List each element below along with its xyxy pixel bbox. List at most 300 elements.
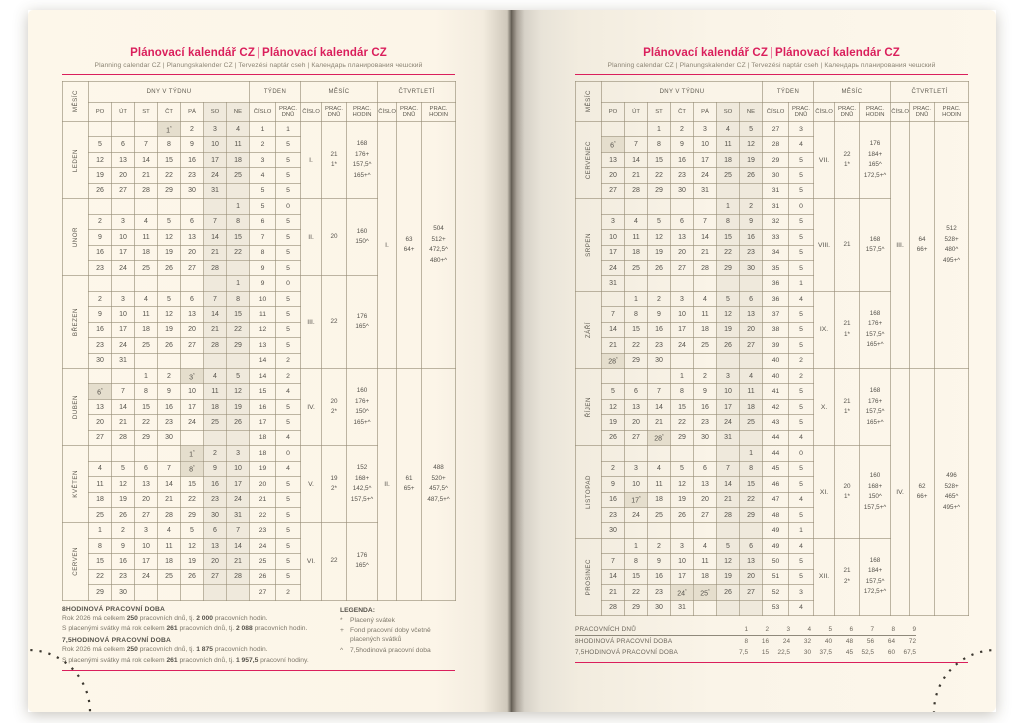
day-cell: 24 <box>671 338 694 353</box>
conversion-row <box>575 647 916 658</box>
day-cell: 13 <box>740 554 763 569</box>
day-cell <box>204 199 227 214</box>
col-header-day: ČT <box>671 103 694 122</box>
month-number-cell: I. <box>301 122 322 199</box>
day-cell: 15 <box>135 399 158 414</box>
day-cell: 18 <box>227 152 250 167</box>
week-number-cell: 31 <box>763 183 789 198</box>
day-cell: 19 <box>717 322 740 337</box>
day-cell: 17 <box>135 554 158 569</box>
day-cell: 14 <box>694 230 717 245</box>
day-cell <box>625 122 648 137</box>
month-name-cell: ŘÍJEN <box>576 369 602 446</box>
day-cell: 8 <box>625 554 648 569</box>
day-cell: 3 <box>112 214 135 229</box>
month-hours-cell: 176 165^ <box>347 523 378 600</box>
page-subtitle: Planning calendar CZ | Planungskalender CZ | Tervezési naptár cseh | Календарь планирования чешский <box>94 62 423 69</box>
day-cell: 19 <box>717 569 740 584</box>
day-cell <box>740 430 763 445</box>
day-cell: 29 <box>717 260 740 275</box>
day-cell: 1 <box>135 369 158 384</box>
day-cell: 4 <box>694 291 717 306</box>
conversion-value: 7 <box>853 624 874 636</box>
day-cell: 30 <box>204 507 227 522</box>
day-cell: 8 <box>717 214 740 229</box>
week-number-cell: 21 <box>250 492 276 507</box>
day-cell: 9 <box>89 230 112 245</box>
week-number-cell: 20 <box>250 477 276 492</box>
day-cell <box>135 585 158 600</box>
planning-table-right-wrap <box>575 81 968 616</box>
day-cell: 12 <box>158 307 181 322</box>
week-workdays-cell: 5 <box>789 152 814 167</box>
day-cell: 28 <box>204 260 227 275</box>
day-cell <box>602 446 625 461</box>
quarter-workdays-cell: 61 65+ <box>397 369 422 601</box>
week-workdays-cell: 0 <box>276 199 301 214</box>
col-header-cislo: ČÍSLO <box>301 103 322 122</box>
day-cell <box>89 199 112 214</box>
day-cell: 28 <box>112 430 135 445</box>
legend-symbol: * <box>340 616 343 624</box>
week-workdays-cell: 3 <box>789 122 814 137</box>
week-number-cell: 9 <box>250 276 276 291</box>
day-cell: 28 <box>625 183 648 198</box>
day-cell: 13 <box>602 152 625 167</box>
day-cell: 31 <box>204 183 227 198</box>
day-cell: 3* <box>181 369 204 384</box>
week-number-cell: 26 <box>250 569 276 584</box>
conversion-value: 72 <box>908 638 916 645</box>
week-number-cell: 31 <box>763 199 789 214</box>
day-cell: 4 <box>135 214 158 229</box>
day-cell: 14 <box>227 538 250 553</box>
day-cell: 9 <box>158 384 181 399</box>
day-cell: 15 <box>89 554 112 569</box>
day-cell <box>181 585 204 600</box>
day-cell: 3 <box>602 214 625 229</box>
day-cell <box>181 430 204 445</box>
day-cell: 19 <box>740 152 763 167</box>
conversion-value: 67,5 <box>903 649 916 656</box>
day-cell: 19 <box>89 168 112 183</box>
right-page <box>512 10 996 712</box>
summary-line: Rok 2026 má celkem 250 pracovních dnů, tj. 1 875 pracovních hodin. <box>62 646 268 653</box>
week-workdays-cell: 4 <box>789 600 814 615</box>
month-name-cell: LISTOPAD <box>576 446 602 539</box>
day-cell <box>112 369 135 384</box>
month-hours-cell: 168 176+ 157,5^ 165+^ <box>347 122 378 199</box>
day-cell: 23 <box>112 569 135 584</box>
day-cell: 23 <box>602 507 625 522</box>
conversion-value: 56 <box>866 638 874 645</box>
day-cell: 18 <box>204 399 227 414</box>
week-workdays-cell: 5 <box>789 554 814 569</box>
day-cell: 9 <box>112 538 135 553</box>
week-workdays-cell: 5 <box>276 477 301 492</box>
day-cell: 29 <box>740 507 763 522</box>
day-cell: 31 <box>602 276 625 291</box>
day-cell: 18 <box>694 569 717 584</box>
day-cell: 22 <box>135 415 158 430</box>
day-cell: 25 <box>135 338 158 353</box>
day-cell: 8 <box>158 137 181 152</box>
day-cell: 6 <box>625 384 648 399</box>
day-cell: 11 <box>694 554 717 569</box>
day-cell: 15 <box>181 477 204 492</box>
day-cell: 13 <box>135 477 158 492</box>
month-workdays-cell: 22 <box>322 276 347 369</box>
week-workdays-cell: 5 <box>789 461 814 476</box>
day-cell: 26 <box>671 507 694 522</box>
day-cell <box>740 600 763 615</box>
col-header-prac-dnu: PRAC. DNŮ <box>397 103 422 122</box>
quarter-hours-cell: 488 520+ 457,5^ 487,5+^ <box>422 369 456 601</box>
day-cell: 28* <box>648 430 671 445</box>
day-cell: 25 <box>135 260 158 275</box>
bottom-rule <box>575 662 968 663</box>
col-header-month-group: MĚSÍC <box>301 82 378 103</box>
day-cell: 10 <box>717 384 740 399</box>
summary-line: Rok 2026 má celkem 250 pracovních dnů, tj. 2 000 pracovních hodin. <box>62 614 268 622</box>
month-workdays-cell: 19 2* <box>322 446 347 523</box>
day-cell: 20 <box>671 245 694 260</box>
day-cell: 16 <box>158 399 181 414</box>
day-cell: 7 <box>204 291 227 306</box>
day-cell: 11 <box>694 307 717 322</box>
quarter-workdays-cell: 62 66+ <box>910 369 935 616</box>
day-cell: 5 <box>112 461 135 476</box>
day-cell <box>671 353 694 368</box>
day-cell: 23 <box>89 260 112 275</box>
day-cell: 15 <box>158 152 181 167</box>
week-number-cell: 52 <box>763 585 789 600</box>
day-cell: 16 <box>671 152 694 167</box>
conversion-value: 4 <box>790 624 811 636</box>
month-hours-cell: 176 184+ 165^ 172,5+^ <box>860 122 891 199</box>
week-workdays-cell: 1 <box>789 276 814 291</box>
legend-item <box>340 646 455 655</box>
day-cell: 7 <box>204 214 227 229</box>
conversion-value: 45 <box>845 649 853 656</box>
day-cell: 11 <box>158 538 181 553</box>
quarter-workdays-cell: 64 66+ <box>910 122 935 369</box>
day-cell: 24* <box>671 585 694 600</box>
week-workdays-cell: 4 <box>276 384 301 399</box>
month-workdays-cell: 22 1* <box>835 122 860 199</box>
legend-item <box>340 626 455 645</box>
conversion-value: 48 <box>845 638 853 645</box>
day-cell: 2 <box>181 122 204 137</box>
day-cell <box>625 523 648 538</box>
day-cell: 5 <box>227 369 250 384</box>
day-cell: 1* <box>181 446 204 461</box>
col-header-mesic: MĚSÍC <box>63 82 89 122</box>
conversion-row-label: PRACOVNÍCH DNŮ <box>575 624 727 636</box>
day-cell: 15 <box>625 322 648 337</box>
day-cell: 23 <box>158 415 181 430</box>
day-cell: 16 <box>112 554 135 569</box>
col-header-quarter-group: ČTVRTLETÍ <box>378 82 456 103</box>
conversion-row-label: 7,5HODINOVÁ PRACOVNÍ DOBA <box>575 649 679 656</box>
day-cell: 28* <box>602 353 625 368</box>
day-cell: 11 <box>89 477 112 492</box>
day-cell: 23 <box>671 168 694 183</box>
page-subtitle: Planning calendar CZ | Planungskalender CZ | Tervezési naptár cseh | Календарь планирования чешский <box>607 62 936 69</box>
week-number-cell: 2 <box>250 137 276 152</box>
day-cell: 30 <box>158 430 181 445</box>
day-cell: 24 <box>204 168 227 183</box>
day-cell <box>694 353 717 368</box>
week-number-cell: 34 <box>763 245 789 260</box>
col-header-day: SO <box>717 103 740 122</box>
day-cell <box>625 446 648 461</box>
col-header-day: NE <box>740 103 763 122</box>
day-cell: 20 <box>740 569 763 584</box>
day-cell: 30 <box>112 585 135 600</box>
week-number-cell: 7 <box>250 230 276 245</box>
week-workdays-cell: 2 <box>789 369 814 384</box>
day-cell: 1 <box>227 199 250 214</box>
day-cell: 10 <box>204 137 227 152</box>
conversion-value: 22,5 <box>777 649 790 656</box>
day-cell: 5 <box>89 137 112 152</box>
day-cell: 28 <box>717 507 740 522</box>
day-cell <box>694 276 717 291</box>
day-cell: 1* <box>158 122 181 137</box>
day-cell <box>181 353 204 368</box>
day-cell: 21 <box>112 415 135 430</box>
day-cell <box>671 446 694 461</box>
day-cell: 3 <box>112 291 135 306</box>
week-number-cell: 12 <box>250 322 276 337</box>
day-cell <box>112 122 135 137</box>
day-cell: 18 <box>158 554 181 569</box>
month-workdays-cell: 21 1* <box>835 369 860 446</box>
day-cell: 23 <box>648 585 671 600</box>
day-cell: 4 <box>648 461 671 476</box>
day-cell: 2 <box>158 369 181 384</box>
day-cell <box>740 523 763 538</box>
col-header-day: ÚT <box>112 103 135 122</box>
day-cell: 24 <box>135 569 158 584</box>
day-cell: 4 <box>89 461 112 476</box>
day-cell <box>694 199 717 214</box>
planning-table <box>575 81 969 616</box>
col-header-prac-hodin: PRAC. HODIN <box>935 103 969 122</box>
col-header-mesic: MĚSÍC <box>576 82 602 122</box>
day-cell: 21 <box>135 168 158 183</box>
day-cell <box>717 446 740 461</box>
col-header-days-group: DNY V TÝDNU <box>602 82 763 103</box>
day-cell: 5 <box>181 523 204 538</box>
day-cell <box>717 600 740 615</box>
week-number-cell: 32 <box>763 214 789 229</box>
day-cell: 29 <box>671 430 694 445</box>
week-number-cell: 27 <box>250 585 276 600</box>
day-cell: 26 <box>89 183 112 198</box>
planning-table <box>62 81 456 601</box>
month-hours-cell: 160 150^ <box>347 199 378 276</box>
day-cell: 27 <box>135 507 158 522</box>
week-workdays-cell: 4 <box>789 538 814 553</box>
legend <box>340 606 455 667</box>
day-cell <box>648 199 671 214</box>
day-cell <box>227 430 250 445</box>
week-workdays-cell: 5 <box>276 569 301 584</box>
month-name-cell: ČERVEN <box>63 523 89 600</box>
day-cell: 15 <box>717 230 740 245</box>
conversion-value: 1 <box>727 624 748 636</box>
week-workdays-cell: 5 <box>276 152 301 167</box>
day-cell: 8 <box>227 214 250 229</box>
day-cell: 26 <box>717 338 740 353</box>
week-workdays-cell: 5 <box>276 322 301 337</box>
week-number-cell: 17 <box>250 415 276 430</box>
day-cell: 31 <box>227 507 250 522</box>
day-cell: 27 <box>625 430 648 445</box>
month-workdays-cell: 21 1* <box>322 122 347 199</box>
day-cell: 30 <box>602 523 625 538</box>
month-workdays-cell: 22 <box>322 523 347 600</box>
day-cell <box>112 199 135 214</box>
conversion-value: 24 <box>782 638 790 645</box>
day-cell: 6 <box>112 137 135 152</box>
day-cell: 11 <box>717 137 740 152</box>
day-cell: 11 <box>227 137 250 152</box>
day-cell: 22 <box>625 585 648 600</box>
day-cell: 2 <box>671 122 694 137</box>
day-cell <box>181 276 204 291</box>
day-cell: 20 <box>740 322 763 337</box>
month-name-cell: ÚNOR <box>63 199 89 276</box>
day-cell: 7 <box>694 214 717 229</box>
day-cell: 20 <box>602 168 625 183</box>
title-czech: Plánovací kalendář CZ <box>130 47 255 59</box>
month-number-cell: IV. <box>301 369 322 446</box>
quarter-number-cell: I. <box>378 122 397 369</box>
day-cell <box>135 276 158 291</box>
day-cell: 8 <box>625 307 648 322</box>
day-cell: 20 <box>112 168 135 183</box>
day-cell: 3 <box>694 122 717 137</box>
col-header-day: PÁ <box>181 103 204 122</box>
day-cell: 19 <box>158 245 181 260</box>
day-cell: 8 <box>740 461 763 476</box>
day-cell: 13 <box>181 230 204 245</box>
week-number-cell: 37 <box>763 307 789 322</box>
day-cell: 9 <box>694 384 717 399</box>
week-workdays-cell: 5 <box>276 260 301 275</box>
col-header-cislo: ČÍSLO <box>763 103 789 122</box>
week-number-cell: 40 <box>763 369 789 384</box>
col-header-cislo: ČÍSLO <box>814 103 835 122</box>
day-cell: 10 <box>112 307 135 322</box>
month-number-cell: III. <box>301 276 322 369</box>
day-cell: 11 <box>135 230 158 245</box>
week-number-cell: 15 <box>250 384 276 399</box>
week-number-cell: 47 <box>763 492 789 507</box>
day-cell <box>717 276 740 291</box>
day-cell: 17 <box>717 399 740 414</box>
legend-item <box>340 616 455 625</box>
conversion-value: 16 <box>761 638 769 645</box>
conversion-value: 52,5 <box>861 649 874 656</box>
week-number-cell: 49 <box>763 538 789 553</box>
col-header-prac-dnu: PRAC. DNŮ <box>322 103 347 122</box>
day-cell: 22 <box>740 492 763 507</box>
day-cell: 27 <box>204 569 227 584</box>
week-workdays-cell: 5 <box>276 554 301 569</box>
col-header-month-group: MĚSÍC <box>814 82 891 103</box>
month-name-cell: LEDEN <box>63 122 89 199</box>
month-hours-cell: 168 176+ 157,5^ 165+^ <box>860 369 891 446</box>
day-cell: 27 <box>602 183 625 198</box>
day-cell: 27 <box>671 260 694 275</box>
day-cell <box>717 183 740 198</box>
day-cell: 16 <box>204 477 227 492</box>
day-cell: 26 <box>717 585 740 600</box>
day-cell: 16 <box>648 569 671 584</box>
day-cell: 13 <box>112 152 135 167</box>
day-cell: 12 <box>671 477 694 492</box>
day-cell: 4 <box>625 214 648 229</box>
title-divider: | <box>256 47 261 59</box>
day-cell: 6* <box>602 137 625 152</box>
conversion-value: 7,5 <box>739 649 748 656</box>
conversion-value: 60 <box>887 649 895 656</box>
day-cell: 13 <box>89 399 112 414</box>
day-cell: 15 <box>625 569 648 584</box>
week-number-cell: 18 <box>250 446 276 461</box>
week-number-cell: 41 <box>763 384 789 399</box>
col-header-cislo: ČÍSLO <box>891 103 910 122</box>
month-name-cell: SRPEN <box>576 199 602 292</box>
day-cell: 28 <box>135 183 158 198</box>
day-cell: 8* <box>181 461 204 476</box>
day-cell: 17 <box>204 152 227 167</box>
day-cell: 15 <box>648 152 671 167</box>
day-cell: 2 <box>648 538 671 553</box>
day-cell: 29 <box>135 430 158 445</box>
day-cell: 3 <box>625 461 648 476</box>
planner-spread <box>28 10 996 712</box>
day-cell: 31 <box>112 353 135 368</box>
day-cell: 24 <box>112 260 135 275</box>
quarter-number-cell: III. <box>891 122 910 369</box>
week-workdays-cell: 5 <box>789 230 814 245</box>
day-cell: 3 <box>671 291 694 306</box>
week-number-cell: 28 <box>763 137 789 152</box>
day-cell: 12 <box>89 152 112 167</box>
week-number-cell: 10 <box>250 291 276 306</box>
day-cell: 24 <box>181 415 204 430</box>
day-cell: 8 <box>671 384 694 399</box>
col-header-week-group: TÝDEN <box>763 82 814 103</box>
month-hours-cell: 168 157,5^ <box>860 199 891 292</box>
day-cell <box>89 446 112 461</box>
week-number-cell: 51 <box>763 569 789 584</box>
week-workdays-cell: 5 <box>276 415 301 430</box>
week-number-cell: 23 <box>250 523 276 538</box>
day-cell: 24 <box>717 415 740 430</box>
day-cell: 23 <box>204 492 227 507</box>
week-workdays-cell: 5 <box>789 260 814 275</box>
day-cell: 25 <box>158 569 181 584</box>
day-cell: 11 <box>648 477 671 492</box>
day-cell: 21 <box>648 415 671 430</box>
week-number-cell: 13 <box>250 338 276 353</box>
